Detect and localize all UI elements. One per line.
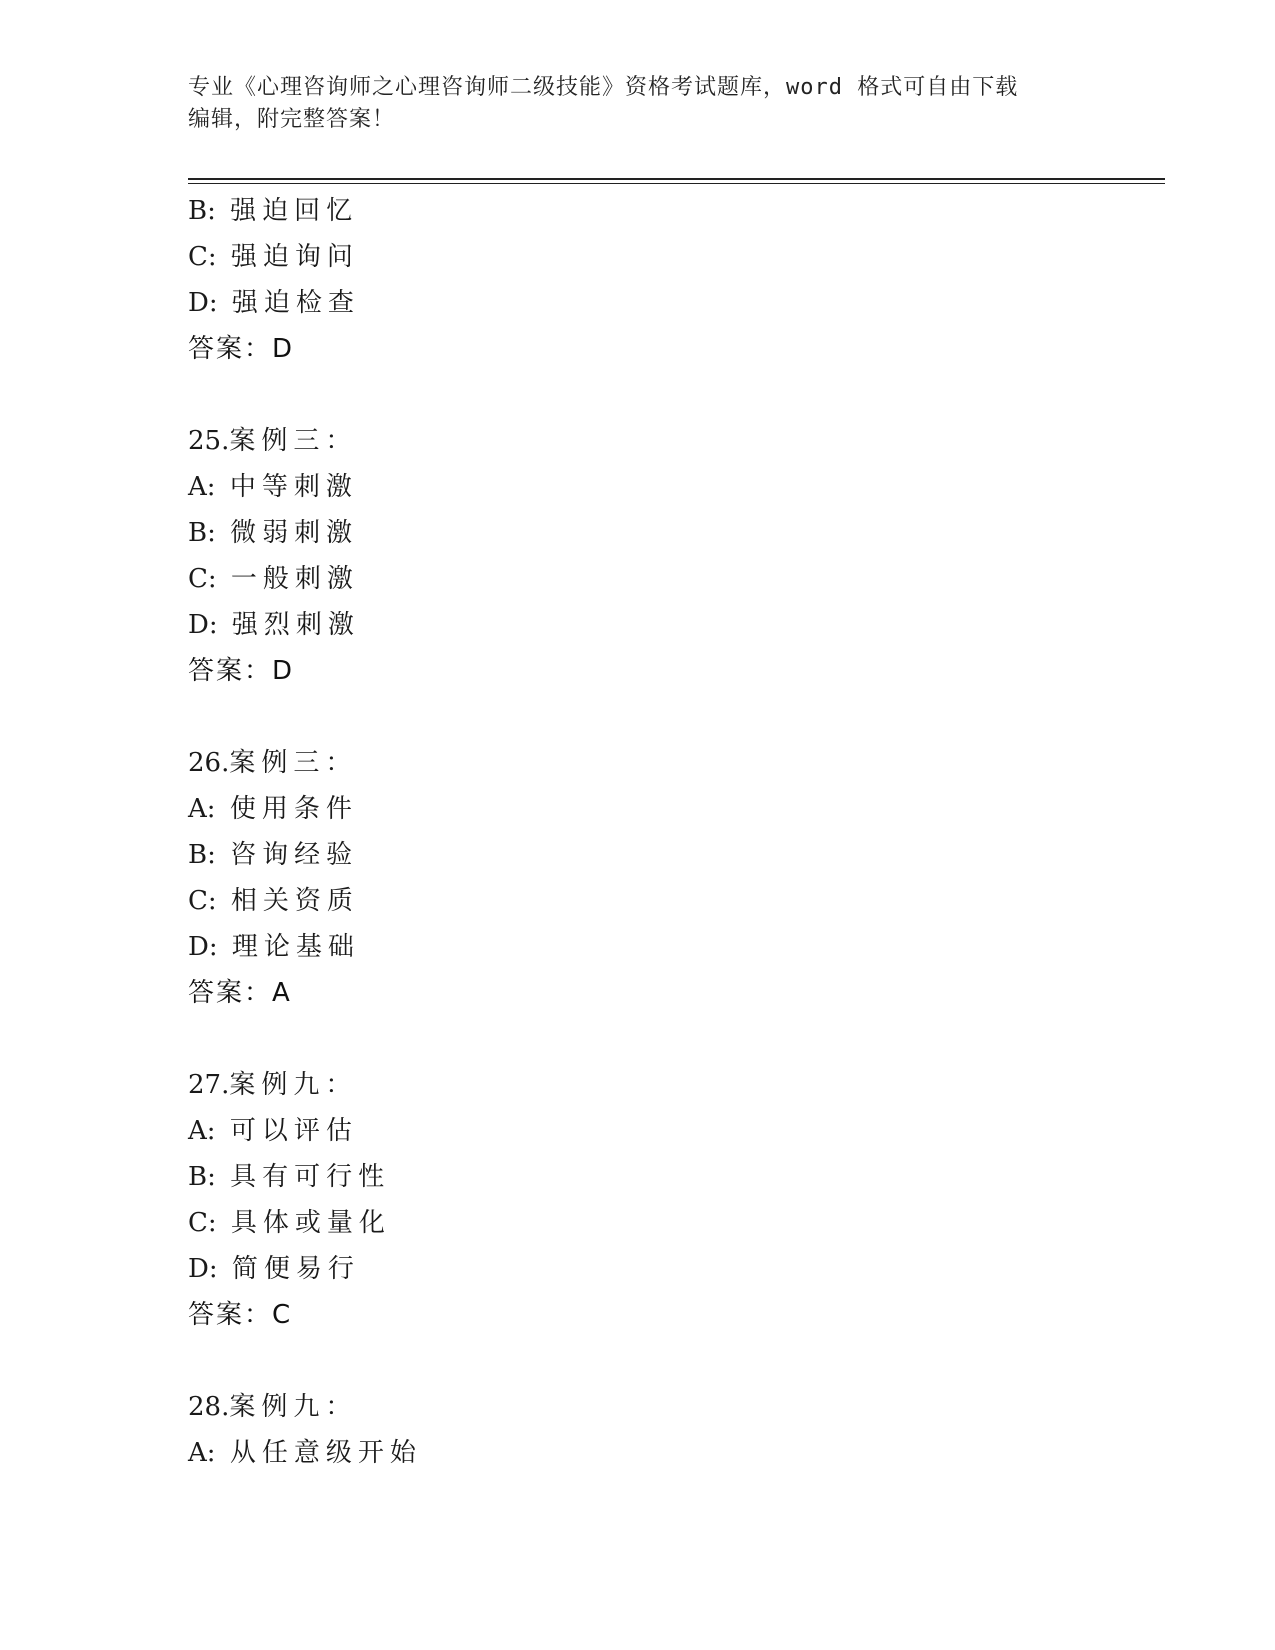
question-number: 27.	[188, 1070, 230, 1100]
question-text: 案例三：	[229, 426, 358, 456]
question-text: 案例九：	[229, 1392, 358, 1422]
option-key: A:	[188, 794, 216, 824]
option-text: 简便易行	[231, 1254, 360, 1284]
option-a	[188, 1108, 1148, 1154]
option-key: B:	[188, 840, 216, 870]
option-key: A:	[188, 1116, 216, 1146]
option-a	[188, 786, 1148, 832]
option-text: 强迫检查	[231, 288, 360, 318]
option-text: 强迫回忆	[230, 196, 359, 226]
option-d	[188, 280, 1148, 326]
option-text: 具体或量化	[230, 1208, 391, 1238]
option-text: 微弱刺激	[230, 518, 359, 548]
option-c	[188, 1200, 1148, 1246]
option-c	[188, 234, 1148, 280]
option-key: C:	[188, 886, 217, 916]
question-stem	[188, 1384, 1148, 1430]
option-d	[188, 1246, 1148, 1292]
option-key: C:	[188, 242, 217, 272]
header-line-2: 编辑，附完整答案！	[188, 107, 396, 132]
option-text: 可以评估	[229, 1116, 358, 1146]
option-text: 理论基础	[231, 932, 360, 962]
option-b	[188, 188, 1148, 234]
question-stem	[188, 740, 1148, 786]
option-text: 一般刺激	[230, 564, 359, 594]
option-d	[188, 602, 1148, 648]
question-text: 案例三：	[229, 748, 358, 778]
option-d	[188, 924, 1148, 970]
option-key: D:	[188, 932, 218, 962]
option-text: 具有可行性	[230, 1162, 391, 1192]
option-text: 相关资质	[230, 886, 359, 916]
option-key: C:	[188, 564, 217, 594]
option-c	[188, 878, 1148, 924]
option-text: 中等刺激	[229, 472, 358, 502]
question-stem	[188, 1062, 1148, 1108]
header-divider-thick	[188, 178, 1165, 180]
question-stem	[188, 418, 1148, 464]
header-divider-thin	[188, 183, 1165, 184]
option-text: 强烈刺激	[231, 610, 360, 640]
option-key: B:	[188, 1162, 216, 1192]
option-c	[188, 556, 1148, 602]
option-key: A:	[188, 472, 216, 502]
option-key: D:	[188, 1254, 218, 1284]
option-text: 从任意级开始	[229, 1438, 422, 1468]
question-number: 25.	[188, 426, 230, 456]
option-text: 强迫询问	[230, 242, 359, 272]
question-list	[188, 188, 1148, 1476]
question-text: 案例九：	[229, 1070, 358, 1100]
option-b	[188, 1154, 1148, 1200]
option-b	[188, 510, 1148, 556]
option-key: A:	[188, 1438, 216, 1468]
option-b	[188, 832, 1148, 878]
option-key: B:	[188, 518, 216, 548]
document-header	[188, 72, 1088, 136]
answer-line: 答案：A	[188, 978, 292, 1008]
option-text: 咨询经验	[230, 840, 359, 870]
answer-line: 答案：C	[188, 1300, 293, 1330]
option-key: D:	[188, 288, 218, 318]
answer-line: 答案：D	[188, 334, 295, 364]
answer-line: 答案：D	[188, 656, 295, 686]
option-a	[188, 1430, 1148, 1476]
header-line-1: 专业《心理咨询师之心理咨询师二级技能》资格考试题库，word 格式可自由下载	[188, 75, 1019, 100]
option-a	[188, 464, 1148, 510]
option-key: C:	[188, 1208, 217, 1238]
question-number: 28.	[188, 1392, 230, 1422]
option-text: 使用条件	[229, 794, 358, 824]
question-number: 26.	[188, 748, 230, 778]
option-key: D:	[188, 610, 218, 640]
option-key: B:	[188, 196, 216, 226]
